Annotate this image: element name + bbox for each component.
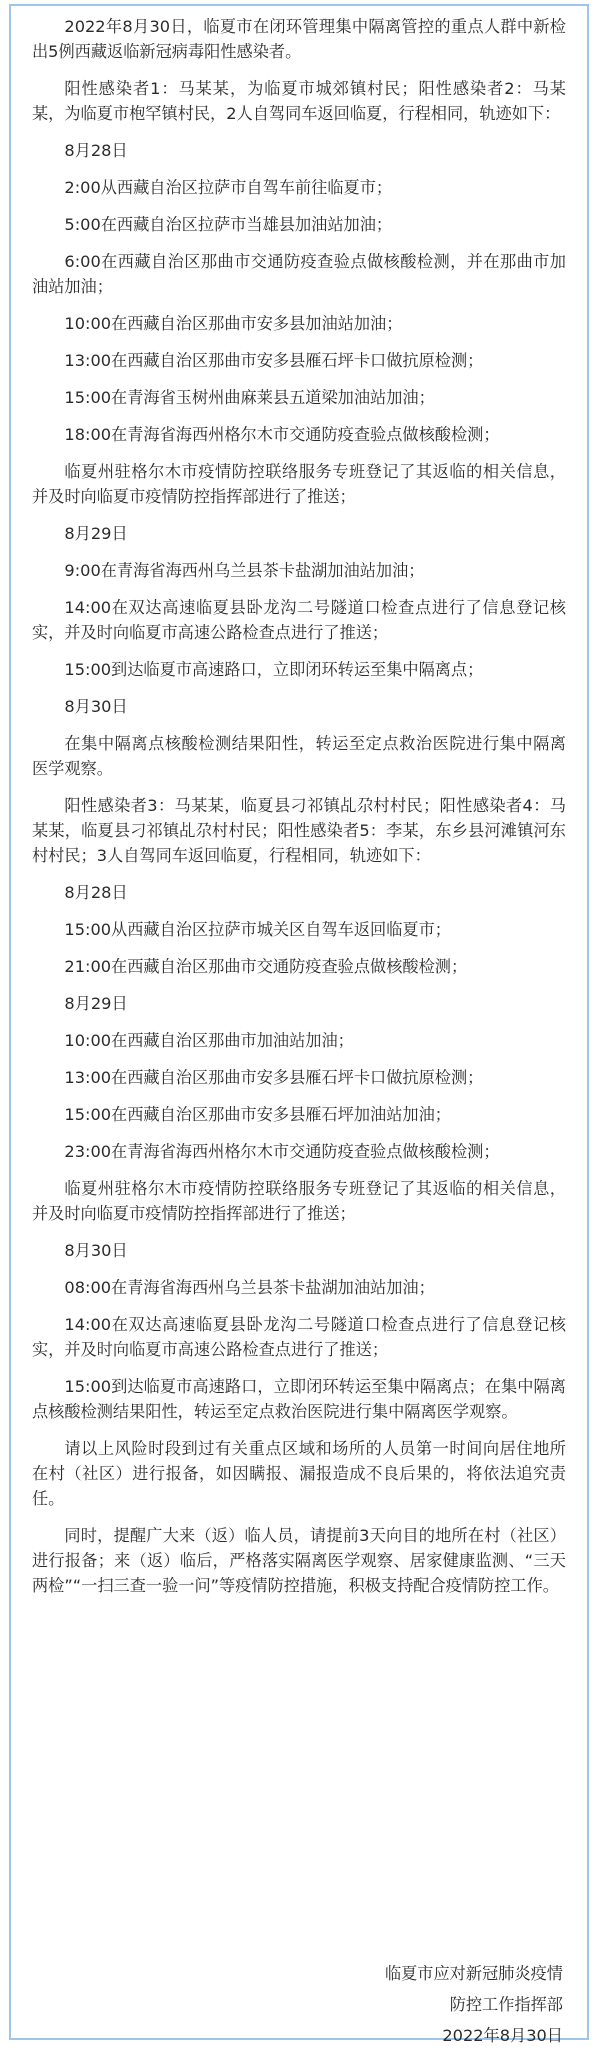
paragraph: 临夏州驻格尔木市疫情防控联络服务专班登记了其返临的相关信息，并及时向临夏市疫情防控指挥部进行了推送； (32, 1179, 566, 1223)
paragraph: 8月29日 (64, 524, 128, 543)
paragraph: 2022年8月30日，临夏市在闭环管理集中隔离管控的重点人群中新检出5例西藏返临新冠病毒阳性感染者。 (32, 17, 566, 61)
paragraph: 10:00在西藏自治区那曲市安多县加油站加油； (64, 314, 403, 333)
signature-block (385, 1958, 563, 2051)
article-body (32, 14, 566, 1610)
signature-org: 临夏市应对新冠肺炎疫情 (384, 1964, 563, 1983)
paragraph: 15:00到达临夏市高速路口，立即闭环转运至集中隔离点； (64, 660, 484, 679)
paragraph: 8月30日 (64, 697, 128, 716)
article-frame (9, 4, 589, 2045)
paragraph: 14:00在双达高速临夏县卧龙沟二号隧道口检查点进行了信息登记核实，并及时向临夏市高速公路检查点进行了推送； (32, 1315, 566, 1359)
paragraph: 5:00在西藏自治区拉萨市当雄县加油站加油； (64, 215, 393, 234)
paragraph: 8月30日 (64, 1241, 128, 1260)
paragraph: 15:00到达临夏市高速路口，立即闭环转运至集中隔离点；在集中隔离点核酸检测结果阳性，转运至定点救治医院进行集中隔离医学观察。 (32, 1377, 566, 1421)
paragraph: 13:00在西藏自治区那曲市安多县雁石坪卡口做抗原检测； (64, 351, 484, 370)
paragraph: 23:00在青海省海西州格尔木市交通防疫查验点做核酸检测； (64, 1142, 500, 1161)
signature-date: 2022年8月30日 (442, 2026, 563, 2045)
paragraph: 2:00从西藏自治区拉萨市自驾车前往临夏市； (64, 178, 393, 197)
paragraph: 在集中隔离点核酸检测结果阳性，转运至定点救治医院进行集中隔离医学观察。 (32, 734, 566, 778)
paragraph: 21:00在西藏自治区那曲市交通防疫查验点做核酸检测； (64, 957, 468, 976)
paragraph: 6:00在西藏自治区那曲市交通防疫查验点做核酸检测，并在那曲市加油站加油； (32, 252, 566, 296)
paragraph: 9:00在青海省海西州乌兰县茶卡盐湖加油站加油； (64, 561, 425, 580)
paragraph: 15:00在西藏自治区那曲市安多县雁石坪加油站加油； (64, 1105, 451, 1124)
paragraph: 14:00在双达高速临夏县卧龙沟二号隧道口检查点进行了信息登记核实，并及时向临夏市高速公路检查点进行了推送； (32, 598, 566, 642)
paragraph: 8月28日 (64, 141, 128, 160)
paragraph: 同时，提醒广大来（返）临人员，请提前3天向目的地所在村（社区）进行报备；来（返）临后，严格落实隔离医学观察、居家健康监测、“三天两检”“一扫三查一验一问”等疫情防控措施，积极支持配合疫情防控工作。 (32, 1526, 566, 1595)
paragraph: 阳性感染者3：马某某，临夏县刁祁镇乩尕村村民；阳性感染者4：马某某，临夏县刁祁镇乩尕村村民；阳性感染者5：李某，东乡县河滩镇河东村村民；3人自驾同车返回临夏，行程相同，轨迹如下： (32, 796, 566, 865)
paragraph: 15:00从西藏自治区拉萨市城关区自驾车返回临夏市； (64, 920, 451, 939)
paragraph: 15:00在青海省玉树州曲麻莱县五道梁加油站加油； (64, 388, 435, 407)
paragraph: 请以上风险时段到过有关重点区域和场所的人员第一时间向居住地所在村（社区）进行报备，如因瞒报、漏报造成不良后果的，将依法追究责任。 (32, 1439, 566, 1508)
paragraph: 18:00在青海省海西州格尔木市交通防疫查验点做核酸检测； (64, 425, 500, 444)
paragraph: 临夏州驻格尔木市疫情防控联络服务专班登记了其返临的相关信息，并及时向临夏市疫情防控指挥部进行了推送； (32, 462, 566, 506)
paragraph: 8月29日 (64, 994, 128, 1013)
paragraph: 13:00在西藏自治区那曲市安多县雁石坪卡口做抗原检测； (64, 1068, 484, 1087)
signature-dept: 防控工作指挥部 (449, 1995, 563, 2014)
paragraph: 10:00在西藏自治区那曲市加油站加油； (64, 1031, 354, 1050)
paragraph: 8月28日 (64, 883, 128, 902)
paragraph: 阳性感染者1：马某某，为临夏市城郊镇村民；阳性感染者2：马某某，为临夏市枹罕镇村民，2人自驾同车返回临夏，行程相同，轨迹如下： (32, 79, 566, 123)
paragraph: 08:00在青海省海西州乌兰县茶卡盐湖加油站加油； (64, 1278, 435, 1297)
